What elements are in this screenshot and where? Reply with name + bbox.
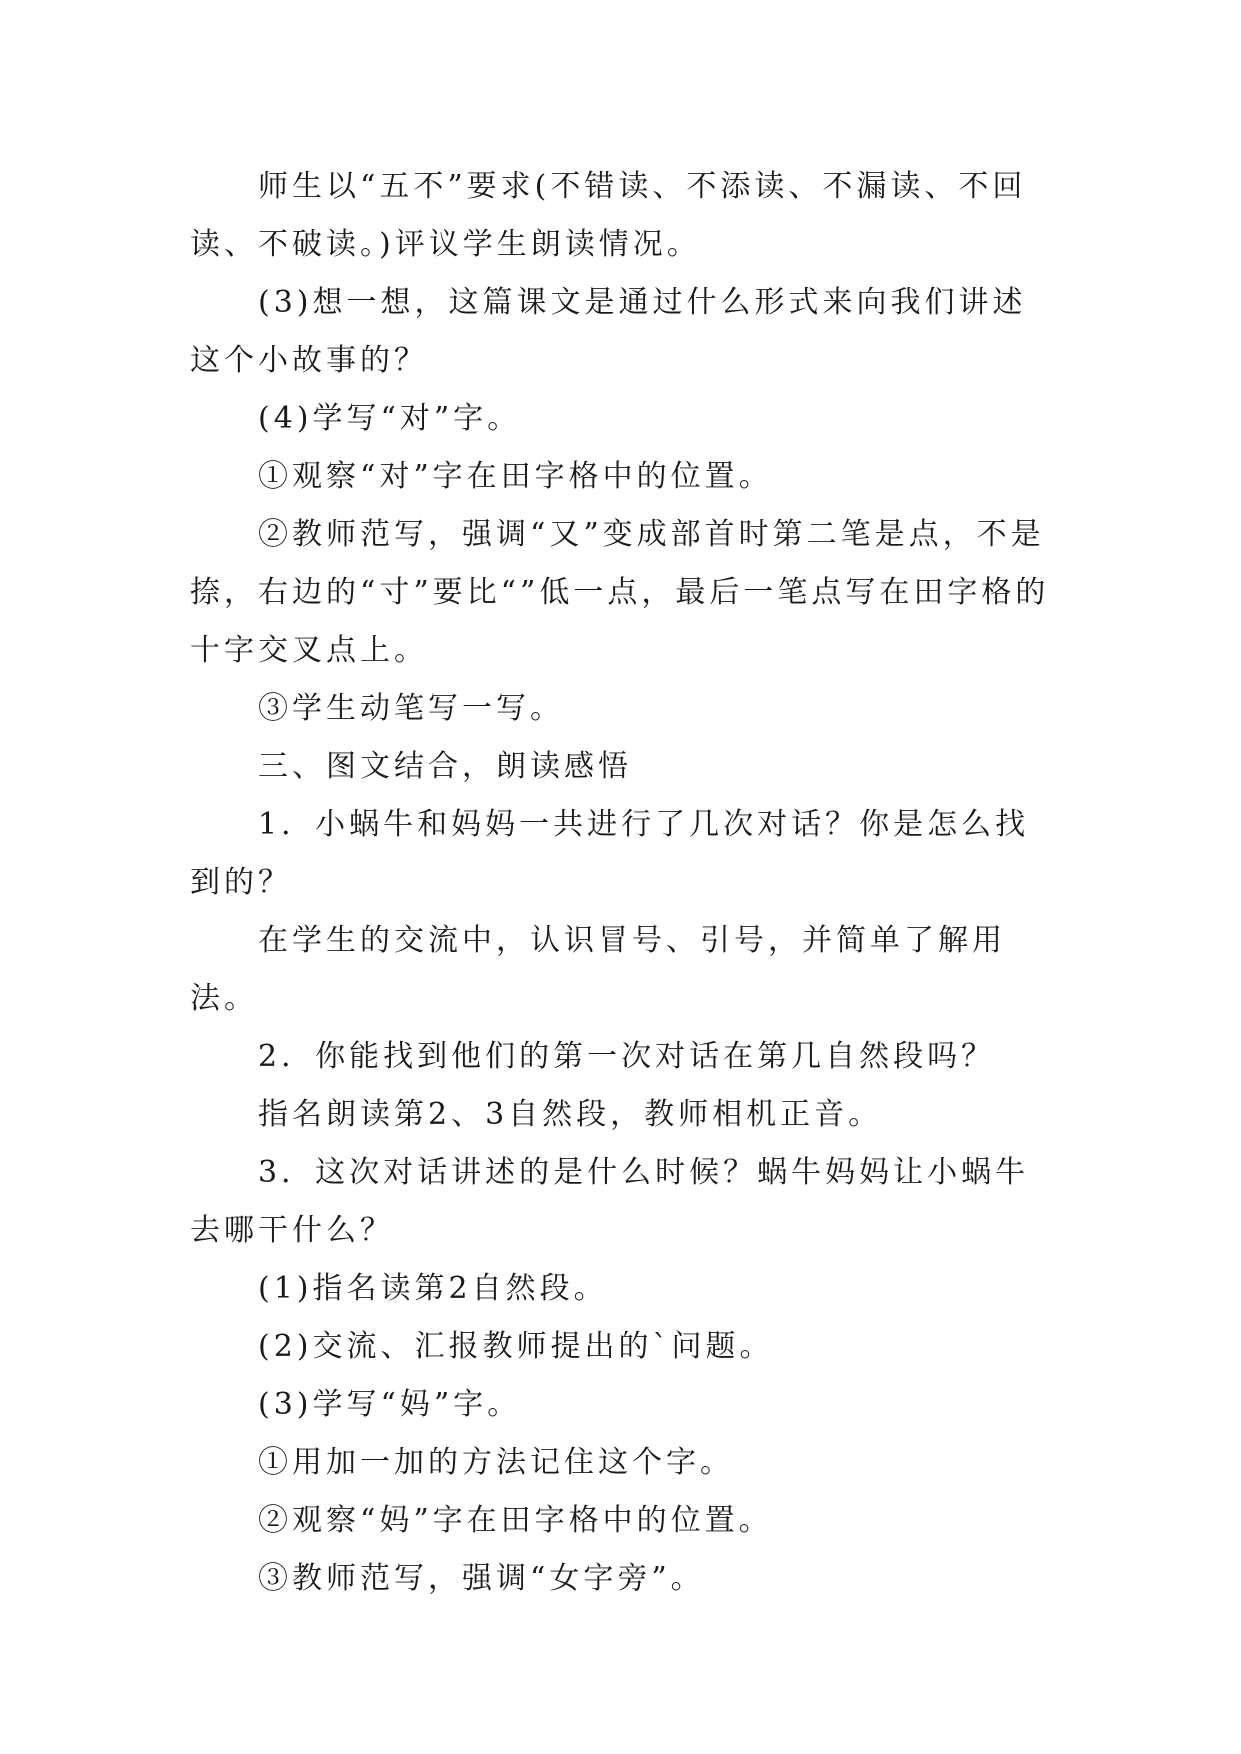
paragraph-reading-evaluation: 师生以“五不”要求(不错读、不添读、不漏读、不回读、不破读。)评议学生朗读情况。: [190, 169, 1027, 262]
paragraph-sub-3: (3)学写“妈”字。: [258, 1387, 522, 1422]
paragraph-sub-1: (1)指名读第2自然段。: [258, 1271, 608, 1306]
paragraph-sub-2: (2)交流、汇报教师提出的`问题。: [258, 1329, 774, 1364]
paragraph-item-3: 3．这次对话讲述的是什么时候？蜗牛妈妈让小蜗牛去哪干什么？: [190, 1155, 1030, 1248]
section-heading-three: 三、图文结合，朗读感悟: [258, 749, 632, 784]
paragraph-item-1: 1．小蜗牛和妈妈一共进行了几次对话？你是怎么找到的？: [190, 807, 1030, 900]
document-body: [190, 158, 1060, 1608]
paragraph-observe-dui: ①观察“对”字在田字格中的位置。: [258, 459, 773, 494]
paragraph-read-aloud: 指名朗读第2、3自然段，教师相机正音。: [258, 1097, 883, 1132]
paragraph-step-1: ①用加一加的方法记住这个字。: [258, 1445, 734, 1480]
paragraph-item-2: 2．你能找到他们的第一次对话在第几自然段吗？: [258, 1039, 996, 1074]
paragraph-question-3: (3)想一想，这篇课文是通过什么形式来向我们讲述这个小故事的？: [190, 285, 1027, 378]
paragraph-teacher-demo-dui: ②教师范写，强调“又”变成部首时第二笔是点，不是捺，右边的“寸”要比“”低一点，最后一笔点写在田字格的十字交叉点上。: [190, 517, 1050, 668]
paragraph-write-dui: (4)学写“对”字。: [258, 401, 522, 436]
paragraph-step-2: ②观察“妈”字在田字格中的位置。: [258, 1503, 773, 1538]
paragraph-step-3: ③教师范写，强调“女字旁”。: [258, 1561, 705, 1596]
paragraph-punctuation: 在学生的交流中，认识冒号、引号，并简单了解用法。: [190, 923, 1006, 1016]
paragraph-student-write: ③学生动笔写一写。: [258, 691, 564, 726]
